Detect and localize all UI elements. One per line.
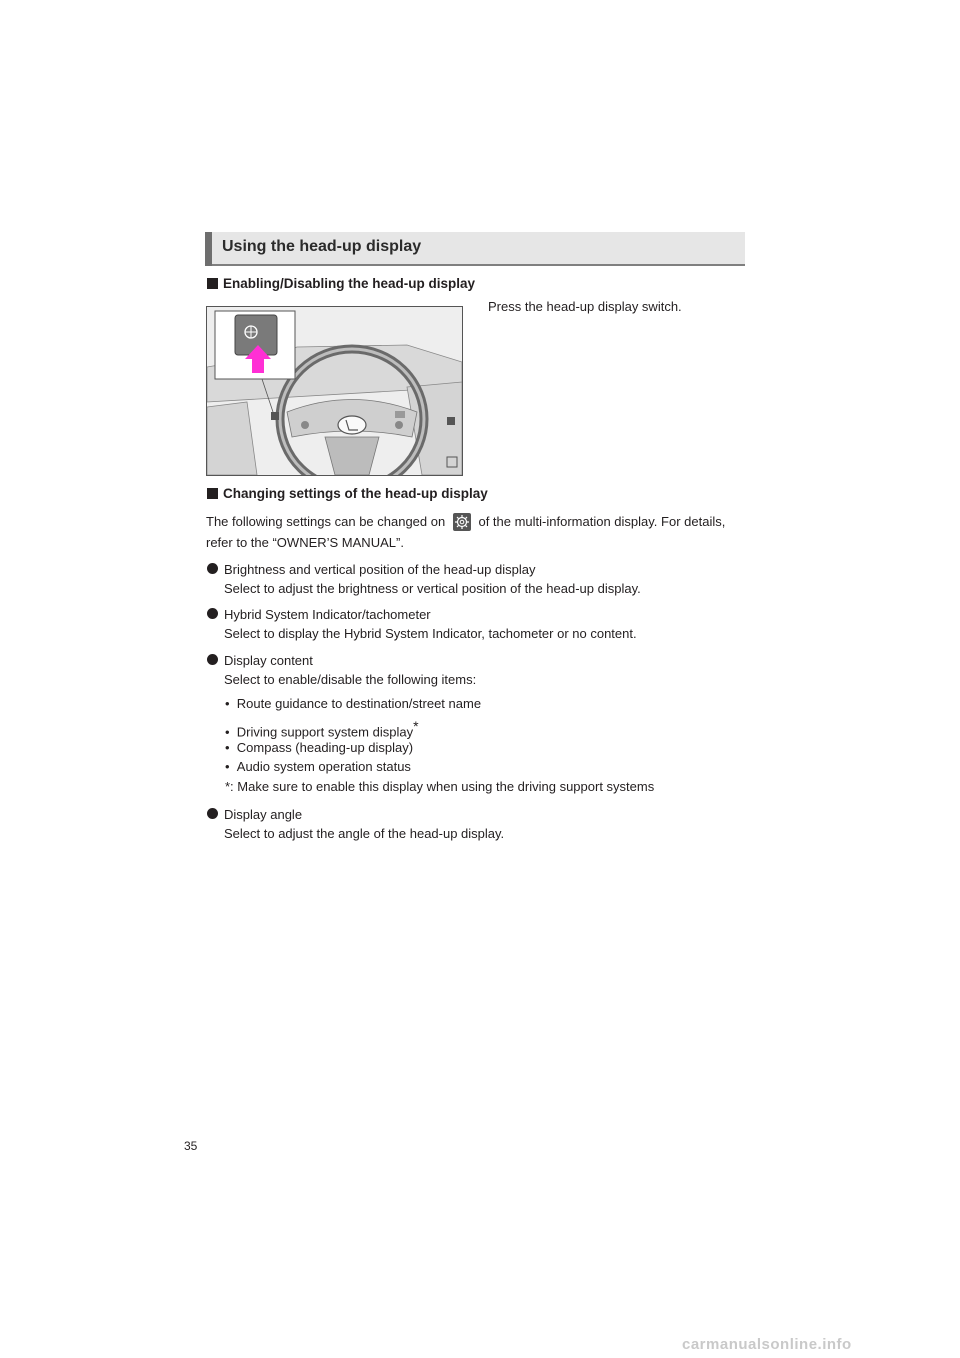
subheading-settings	[207, 486, 488, 501]
content-item	[225, 718, 419, 739]
content-item-label: Compass (heading-up display)	[236, 740, 414, 755]
subheading-settings-label: Changing settings of the head-up display	[223, 486, 488, 501]
content-item-label: Route guidance to destination/street name	[236, 696, 482, 711]
settings-item-title: Hybrid System Indicator/tachometer	[224, 607, 431, 622]
dot-bullet-icon: •	[225, 740, 237, 755]
watermark: carmanualsonline.info	[682, 1336, 852, 1353]
section-header-bar	[205, 232, 212, 266]
page-number: 35	[184, 1139, 198, 1153]
dot-bullet-icon: •	[225, 696, 237, 711]
settings-item-desc: Select to display the Hybrid System Indicator, tachometer or no content.	[224, 626, 637, 641]
settings-item-desc: Select to enable/disable the following items:	[224, 672, 477, 687]
settings-item-title: Display angle	[224, 807, 303, 822]
content-item	[225, 696, 481, 711]
dot-bullet-icon: •	[225, 759, 237, 774]
subheading-enable	[207, 276, 475, 291]
section-header	[205, 232, 745, 266]
settings-item-title: Display content	[224, 653, 313, 668]
settings-intro	[206, 512, 725, 532]
instruction-text: Press the head-up display switch.	[488, 299, 682, 314]
bullet-icon	[207, 563, 218, 574]
subheading-enable-label: Enabling/Disabling the head-up display	[223, 276, 476, 291]
asterisk-mark: *	[413, 718, 419, 734]
settings-intro-line2: refer to the “OWNER’S MANUAL”.	[206, 535, 404, 550]
bullet-icon	[207, 608, 218, 619]
bullet-icon	[207, 654, 218, 665]
content-item	[225, 740, 413, 755]
section-title: Using the head-up display	[222, 238, 422, 255]
settings-intro-before: The following settings can be changed on	[206, 514, 446, 529]
dot-bullet-icon: •	[225, 724, 237, 740]
square-bullet-icon	[207, 488, 218, 499]
footnote: *: Make sure to enable this display when using the driving support systems	[225, 779, 655, 794]
settings-gear-icon	[453, 513, 471, 531]
bullet-icon	[207, 808, 218, 819]
steering-wheel-illustration	[206, 306, 463, 476]
content-item-label: Audio system operation status	[236, 759, 411, 774]
settings-item-title: Brightness and vertical position of the head-up display	[224, 562, 536, 577]
content-item	[225, 759, 411, 774]
settings-item-desc: Select to adjust the brightness or vertical position of the head-up display.	[224, 581, 641, 596]
settings-item-desc: Select to adjust the angle of the head-up display.	[224, 826, 505, 841]
settings-intro-after: of the multi-information display. For details,	[478, 514, 726, 529]
steering-wheel-figure	[207, 307, 462, 475]
content-item-label: Driving support system display	[236, 724, 414, 740]
square-bullet-icon	[207, 278, 218, 289]
